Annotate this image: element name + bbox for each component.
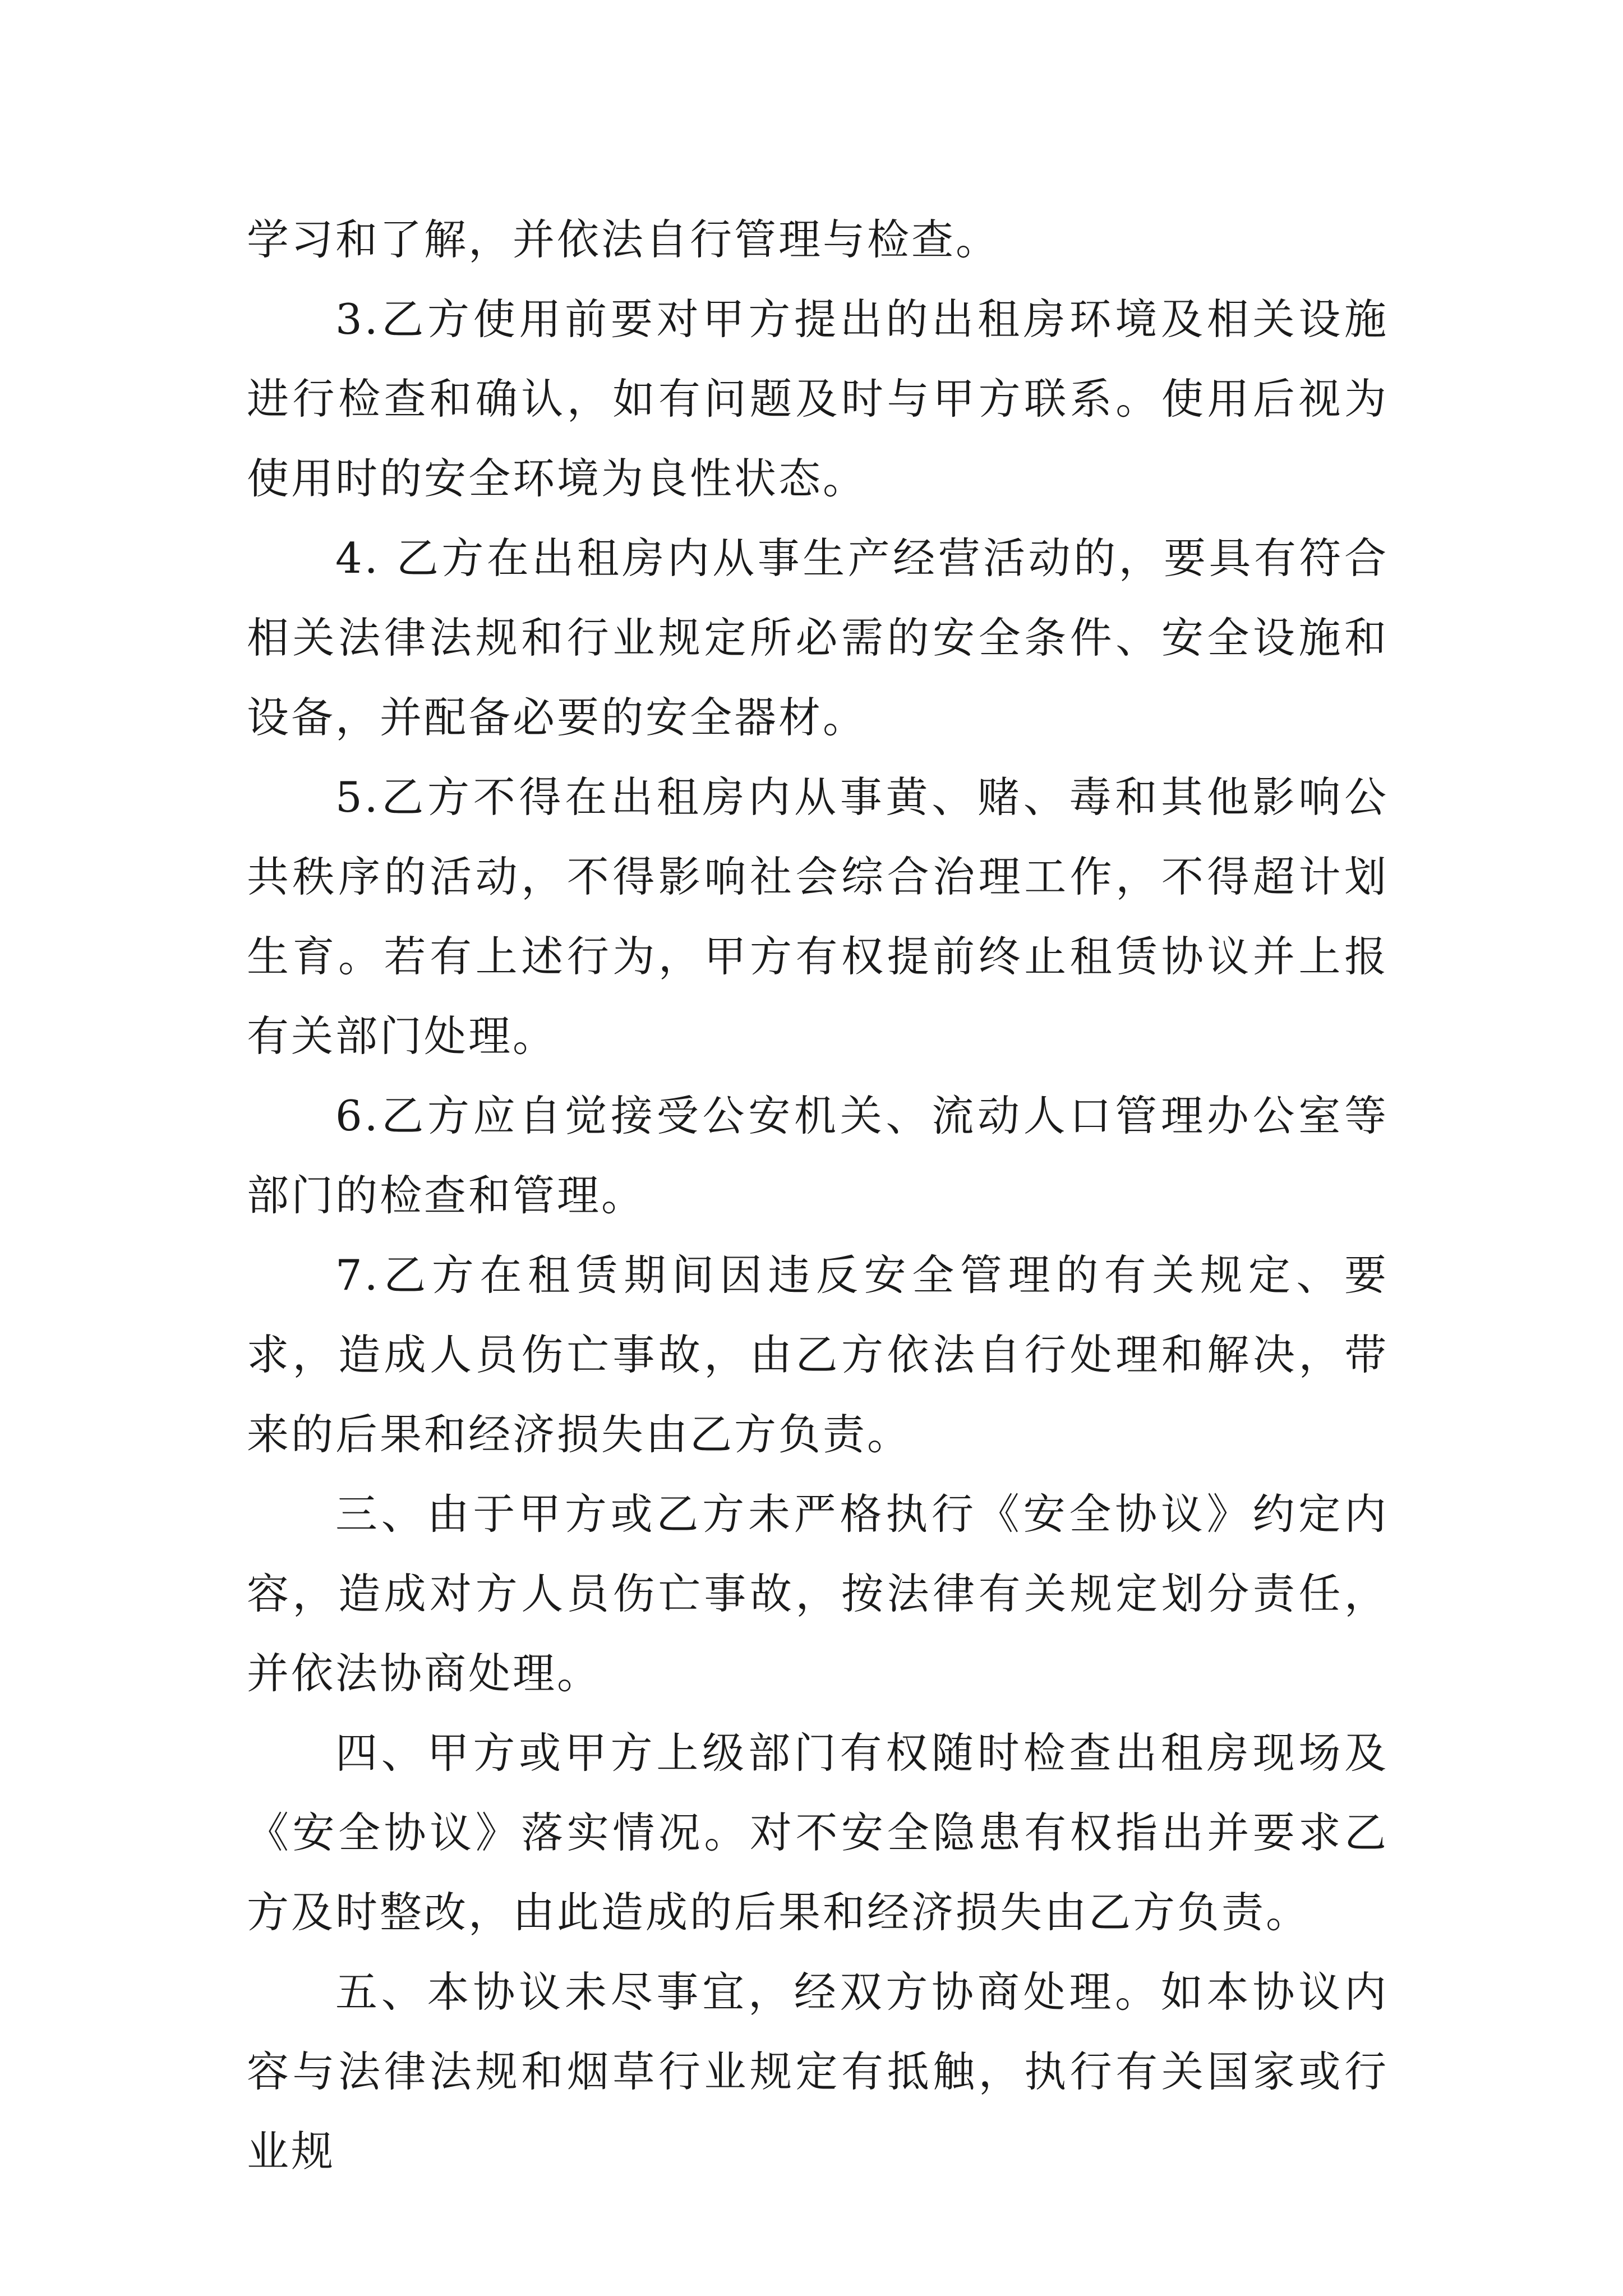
paragraph-item-3: 3.乙方使用前要对甲方提出的出租房环境及相关设施进行检查和确认，如有问题及时与甲方联系。使用后视为使用时的安全环境为良性状态。 bbox=[247, 295, 1389, 503]
paragraph-section-5: 五、本协议未尽事宜，经双方协商处理。如本协议内容与法律法规和烟草行业规定有抵触，执行有关国家或行业规 bbox=[247, 1967, 1389, 2176]
paragraph-section-4: 四、甲方或甲方上级部门有权随时检查出租房现场及《安全协议》落实情况。对不安全隐患有权指出并要求乙方及时整改，由此造成的后果和经济损失由乙方负责。 bbox=[247, 1728, 1389, 1937]
paragraph-continuation: 学习和了解，并依法自行管理与检查。 bbox=[247, 215, 1000, 264]
paragraph-item-6: 6.乙方应自觉接受公安机关、流动人口管理办公室等部门的检查和管理。 bbox=[247, 1091, 1389, 1220]
document-body bbox=[247, 200, 1389, 2191]
paragraph-item-5: 5.乙方不得在出租房内从事黄、赌、毒和其他影响公共秩序的活动，不得影响社会综合治理工作，不得超计划生育。若有上述行为，甲方有权提前终止租赁协议并上报有关部门处理。 bbox=[247, 772, 1389, 1061]
paragraph-section-3: 三、由于甲方或乙方未严格执行《安全协议》约定内容，造成对方人员伤亡事故，按法律有关规定划分责任，并依法协商处理。 bbox=[247, 1489, 1389, 1698]
paragraph-item-7: 7.乙方在租赁期间因违反安全管理的有关规定、要求，造成人员伤亡事故，由乙方依法自行处理和解决，带来的后果和经济损失由乙方负责。 bbox=[247, 1250, 1389, 1459]
paragraph-item-4: 4. 乙方在出租房内从事生产经营活动的，要具有符合相关法律法规和行业规定所必需的安全条件、安全设施和设备，并配备必要的安全器材。 bbox=[247, 533, 1389, 742]
